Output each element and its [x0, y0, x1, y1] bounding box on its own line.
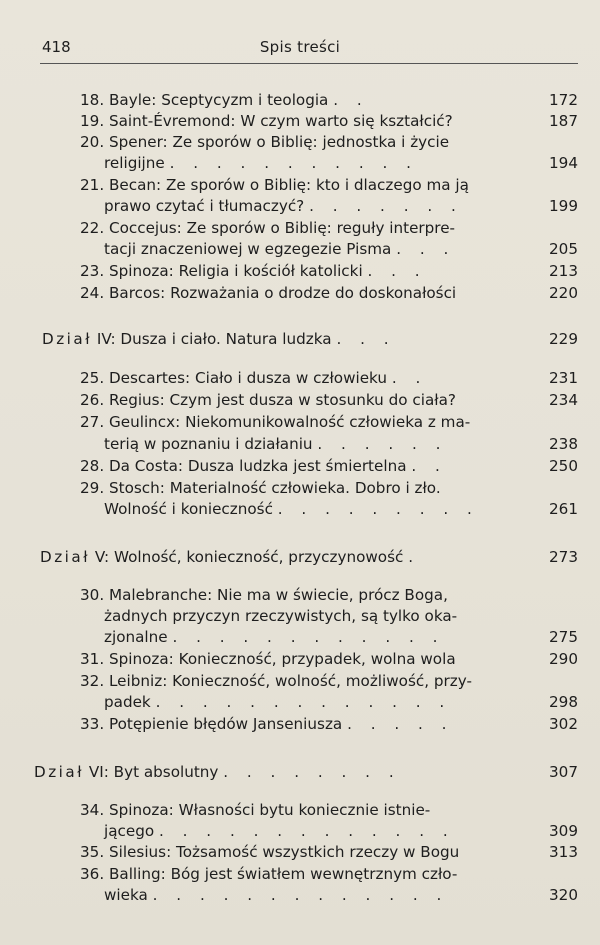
toc-page-31: 290 [549, 650, 578, 668]
header-rule [40, 63, 578, 64]
toc-entry-28: 28. Da Costa: Dusza ludzka jest śmiertelna . . [80, 457, 447, 475]
toc-entry-25: 25. Descartes: Ciało i dusza w człowieku . . [80, 369, 428, 387]
running-title: Spis treści [259, 38, 341, 56]
toc-entry-20: 20. Spener: Ze sporów o Biblię: jednostka i życie [80, 133, 450, 151]
toc-entry-22-cont: tacji znaczeniowej w egzegezie Pisma . . . [104, 240, 456, 258]
toc-page-18: 172 [549, 91, 578, 109]
toc-page-28: 250 [549, 457, 578, 475]
toc-entry-33: 33. Potępienie błędów Janseniusza . . . . . [80, 715, 454, 733]
toc-page-27: 238 [549, 435, 578, 453]
section-heading-v: Dział V: Wolność, konieczność, przyczynowość . [40, 548, 421, 566]
toc-page-22: 205 [549, 240, 578, 258]
toc-page-26: 234 [549, 391, 578, 409]
section-heading-iv: Dział IV: Dusza i ciało. Natura ludzka . . . [42, 330, 396, 348]
toc-entry-31: 31. Spinoza: Konieczność, przypadek, wolna wola [80, 650, 456, 668]
toc-entry-30-cont1: żadnych przyczyn rzeczywistych, są tylko oka- [104, 607, 458, 625]
toc-page-21: 199 [549, 197, 578, 215]
toc-page-33: 302 [549, 715, 578, 733]
page-number: 418 [42, 38, 71, 56]
toc-page-35: 313 [549, 843, 578, 861]
toc-entry-24: 24. Barcos: Rozważania o drodze do doskonałości [80, 284, 457, 302]
toc-entry-29-cont: Wolność i konieczność . . . . . . . . . [104, 500, 479, 518]
toc-entry-27-cont: terią w poznaniu i działaniu . . . . . . [104, 435, 448, 453]
toc-entry-32: 32. Leibniz: Konieczność, wolność, możliwość, przy- [80, 672, 472, 690]
toc-entry-32-cont: padek . . . . . . . . . . . . . [104, 693, 452, 711]
section-page-vi: 307 [549, 763, 578, 781]
toc-entry-34-cont: jącego . . . . . . . . . . . . . [104, 822, 455, 840]
toc-entry-30: 30. Malebranche: Nie ma w świecie, prócz Boga, [80, 586, 448, 604]
toc-entry-18: 18. Bayle: Sceptycyzm i teologia . . [80, 91, 369, 109]
toc-page-24: 220 [549, 284, 578, 302]
toc-page-19: 187 [549, 112, 578, 130]
toc-entry-26: 26. Regius: Czym jest dusza w stosunku do ciała? [80, 391, 456, 409]
toc-entry-20-cont: religijne . . . . . . . . . . . [104, 154, 418, 172]
toc-page-30: 275 [549, 628, 578, 646]
toc-page-36: 320 [549, 886, 578, 904]
toc-entry-29: 29. Stosch: Materialność człowieka. Dobro i zło. [80, 479, 441, 497]
section-page-iv: 229 [549, 330, 578, 348]
toc-entry-34: 34. Spinoza: Własności bytu koniecznie istnie- [80, 801, 431, 819]
toc-page-23: 213 [549, 262, 578, 280]
toc-entry-22: 22. Coccejus: Ze sporów o Biblię: reguły interpre- [80, 219, 456, 237]
toc-entry-21-cont: prawo czytać i tłumaczyć? . . . . . . . [104, 197, 463, 215]
toc-entry-36: 36. Balling: Bóg jest światłem wewnętrznym czło- [80, 865, 458, 883]
toc-entry-19: 19. Saint-Évremond: W czym warto się kształcić? [80, 112, 453, 130]
toc-entry-21: 21. Becan: Ze sporów o Biblię: kto i dlaczego ma ją [80, 176, 469, 194]
section-heading-vi: Dział VI: Byt absolutny . . . . . . . . [34, 763, 401, 781]
toc-page-32: 298 [549, 693, 578, 711]
toc-page-29: 261 [549, 500, 578, 518]
toc-entry-35: 35. Silesius: Tożsamość wszystkich rzeczy w Bogu [80, 843, 460, 861]
toc-entry-30-cont2: zjonalne . . . . . . . . . . . . [104, 628, 445, 646]
toc-entry-23: 23. Spinoza: Religia i kościół katolicki . . . [80, 262, 427, 280]
toc-page-34: 309 [549, 822, 578, 840]
toc-page-25: 231 [549, 369, 578, 387]
toc-page-20: 194 [549, 154, 578, 172]
toc-entry-27: 27. Geulincx: Niekomunikowalność człowieka z ma- [80, 413, 471, 431]
toc-entry-36-cont: wieka . . . . . . . . . . . . . [104, 886, 449, 904]
section-page-v: 273 [549, 548, 578, 566]
